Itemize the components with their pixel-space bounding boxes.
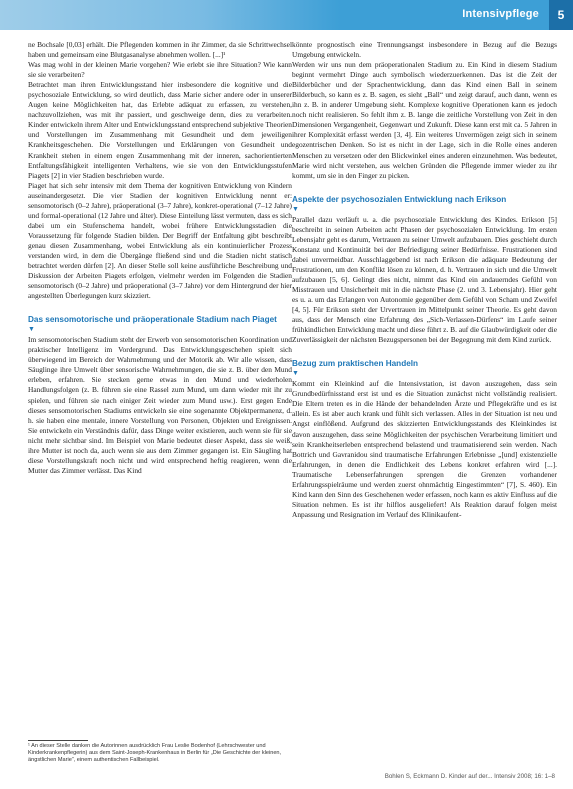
footnote-divider <box>28 740 88 741</box>
footnote: ¹ An dieser Stelle danken die Autorinnen ausdrücklich Frau Leslie Bodenhof (Lehrschwester und Kinderkrankenpflegerin) aus dem Saint-Joseph-Krankenhaus in Berlin für „Die Geschichte der kleinen, ängstlichen Marie“, einem authentischen Fallbeispiel. <box>28 743 282 764</box>
section-marker-icon: ▼ <box>292 205 299 213</box>
left-column <box>28 40 292 476</box>
header-gradient <box>0 0 340 30</box>
body-paragraph: Was mag wohl in der kleinen Marie vorgehen? Wie erlebt sie ihre Situation? Wie kann sie sie verarbeiten? <box>28 60 292 80</box>
body-paragraph: Im sensomotorischen Stadium steht der Erwerb von sensomotorischen Koordination und praktischer Intelligenz im Vordergrund. Das Entwicklungsgeschehen spielt sich überwiegend im Bereich der Wahrnehmung und der Motorik ab. Wir alle wissen, dass Säuglinge ihre Umwelt über sensorische Wahrnehmungen, die sie z. B. über den Mund erleben, erfahren. Sie stecken gerne etwas in den Mund und wiederholen Handlungsfolgen (z. B. führen sie eine Rassel zum Mund, um dann wieder mit ihr zu spielen, und führen sie nach einiger Zeit wieder zum Mund usw.). Erst gegen Ende dieses sensomotorischen Stadiums entwickeln sie eine sogenannte Objektpermanenz, d. h. sie haben eine mentale, innere Vorstellung von Personen, Objekten und Ereignissen. Sie entwickeln ein Verständnis dafür, dass Dinge weiter existieren, auch wenn sie für sie nicht mehr sichtbar sind. Im Beispiel von Marie bedeutet dieser Aspekt, dass sie weiß, ihre Mutter ist noch da, auch wenn sie aus dem Zimmer gegangen ist. Ein Säugling hat diese Vorstellungskraft noch nicht und wird entsprechend heftig reagieren, wenn die Mutter das Zimmer verlässt. Das Kind <box>28 335 292 475</box>
body-paragraph: Werden wir uns nun dem präoperationalen Stadium zu. Ein Kind in diesem Stadium beginnt vermehrt Dinge auch symbolisch wiederzuerkennen. Das ist die Zeit der Bilderbücher und der Sprachentwicklung, dann das Kind einen Ball in seinem Bilderbuch, so kann es z. B. sagen, es sieht „Ball“ und zeigt darauf, auch dann, wenn es ihn z. B. in anderer Umgebung sieht. Komplexe kognitive Operationen kann es jedoch noch nicht realisieren. So fehlt ihm z. B. lange die zeitliche Vorstellung von Zeit in den Dimensionen Vergangenheit, Gegenwart und Zukunft. Diese kann erst mit ca. 5 Jahren in ihrer Komplexität erfasst werden [3, 4]. Ein weiteres Unvermögen zeigt sich in seinem egozentrischen Denken. So ist es nicht in der Lage, sich in die Rolle eines anderen Menschen zu versetzen oder den Blickwinkel eines anderen einzunehmen. Was bedeutet, Marie wird nicht verstehen, aus welchen Gründen die Pflegende immer wieder zu ihr kommt, um sie in den Finger zu picken. <box>292 60 557 180</box>
body-paragraph: Piaget hat sich sehr intensiv mit dem Thema der kognitiven Entwicklung von Kindern auseinandergesetzt. Die vier Stadien der kognitiven Entwicklung nennt er: sensomotorisch (0–2 Jahre), präoperational (3–7 Jahre), konkret-operational (7–12 Jahre) und formal-operational (12 Jahre und älter). Diese Einteilung lässt vermuten, dass es sich dabei um ein Stufenschema handelt, wobei frühere Entwicklungsstadien die Voraussetzung für folgende Stadien bilden. Der Begriff der Entfaltung gibt beschreibt genau diesen Zusammenhang, wobei Entwicklung als ein kontinuierlicher Prozess verstanden wird, in dem die Übergänge fließend sind und die Stadien nicht statisch betrachtet werden dürfen [2]. An dieser Stelle soll keine ausführliche Beschreibung und Diskussion der Arbeiten Piagets erfolgen, vielmehr werden im Folgenden die Stadien sensomotorisch (0–2 Jahre) und präoperational (3–7 Jahre) vor dem Hintergrund der hier angestellten Überlegungen kurz skizziert. <box>28 180 292 301</box>
section-marker-icon: ▼ <box>28 326 35 334</box>
section-title-piaget: Das sensomotorische und präoperationale Stadium nach Piaget <box>28 315 277 325</box>
left-section-body <box>28 335 292 476</box>
page-number: 5 <box>549 0 573 30</box>
section-title-erikson: Aspekte der psychosozialen Entwicklung nach Erikson <box>292 194 507 204</box>
footer-citation: Bohlen S, Eckmann D. Kinder auf der... Intensiv 2008; 16: 1–8 <box>384 773 555 780</box>
body-paragraph: ne Bochsale [0,03] erhält. Die Pflegenden kommen in ihr Zimmer, da sie Schrittwechsel haben und gemeinsam eine Blutgasanalyse abnehmen wollen. [...]¹ <box>28 40 292 60</box>
right-column <box>292 40 557 520</box>
journal-title: Intensivpflege <box>462 8 539 20</box>
section-title-practice: Bezug zum praktischen Handeln <box>292 359 419 369</box>
body-paragraph: Parallel dazu verläuft u. a. die psychosoziale Entwicklung des Kindes. Erikson [5] beschreibt in seinen Arbeiten acht Phasen der psychosozialen Entwicklung. Im ersten Lebensjahr geht es darum, Vertrauen zu seiner Umwelt aufzubauen. Dies geschieht durch Konstanz und Kontinuität bei der Befriedigung seiner Bedürfnisse. Frustrationen sind dabei unvermeidbar. Ausschlaggebend ist nach Erikson die adäquate Bedeutung der Frustrationen, um den Konflikt lösen zu können, d. h. Vertrauen in sich und die Umwelt aufzubauen [5, 6]. Gelingt dies nicht, nimmt das Kind ein andauerndes Gefühl von Misstrauen und Unsicherheit mit in die nächste Phase (2. und 3. Lebensjahr). Hier geht es u. a. um das Erlangen von Autonomie gegenüber dem Gefühl von Scham und Zweifel [4, 5]. Für Erikson steht der Urvertrauen im Mittelpunkt seiner Theorie. Es geht davon aus, dass der Mensch eine Erfahrung des „Sich-Verlassen-Dürfens“ im Laufe seiner frühkindlichen Entwicklung macht und diese führt z. B. auf die Glaubwürdigkeit oder die Zuverlässigkeit der nächsten Bezugspersonen bei der Begegnung mit dem Kind zurück. <box>292 214 557 345</box>
right-section2-body <box>292 379 557 520</box>
right-section1-body <box>292 215 557 346</box>
body-paragraph: Kommt ein Kleinkind auf die Intensivstation, ist davon auszugehen, dass sein Grundbedürfnisstand erst ist und es die Situation zunächst nicht vollständig realisiert. Die Eltern treten es in die Hände der behandelnden Ärzte und Pflegekräfte und es ist allein. Es ist aber auch krank und fühlt sich verlassen. Alles in der Situation ist neu und Angst einflößend. Aufgrund des skizzierten Entwicklungsstands des Kleinkindes ist davon auszugehen, dass seine Möglichkeiten der psychischen Verarbeitung limitiert und sein Krankheitserleben entsprechend belastend und traumatisierend sein werden. Nach Bottrich und Gavranidou sind traumatische Erfahrungen Erlebnisse „[und] existenzielle Erfahrungen, in denen die Endlichkeit des Lebens konkret erfahren wird [...]. Traumatische Lebenserfahrungen sprengen die Grenzen vorhandener Erfahrungsspielräume und werden zuerst ohnmächtig Eingestimmten“ [7], S. 460). Ein Kind kann den Sinn des Geschehenen weder erfassen, noch kann es aktiv Einfluss auf die Situation nehmen. Es ist ihr hilflos ausgeliefert! Als Reaktion darauf folgen meist Anpassung und Resignation im Verlauf des Klinikaufent- <box>292 379 557 519</box>
body-paragraph: Betrachtet man ihren Entwicklungsstand hier insbesondere die kognitive und die psychosoziale Entwicklung, so wird deutlich, dass Marie sicher andere oder in unserer Augen keine Möglichkeiten hat, das Erlebte adäquat zu erfassen, zu verstehen, nachzuvollziehen, was mit ihr passiert, und geschweige denn, dies zu verarbeiten. Kinder entwickeln ihrem Alter und Entwicklungsstand entsprechend subjektive Theorien und Vorstellungen im Zusammenhang mit Gesundheit und dem jeweiligen Krankheitsgeschehen. Die Vorstellungen und Erklärungen von Gesundheit und Krankheit stehen in einem engen Zusammenhang mit der inneren, sachorientierten Entfaltungsfähigkeit intelligenten Verhaltens, wie sie von den Entwicklungsstufen Piagets [2] in vier Stadien beschrieben wurde. <box>28 80 292 180</box>
right-intro <box>292 40 557 181</box>
section-marker-icon: ▼ <box>292 370 299 378</box>
body-paragraph: könnte prognostisch eine Trennungsangst insbesondere in Bezug auf die Bezugs Umgebung entwickeln. <box>292 40 557 60</box>
left-intro <box>28 40 292 301</box>
